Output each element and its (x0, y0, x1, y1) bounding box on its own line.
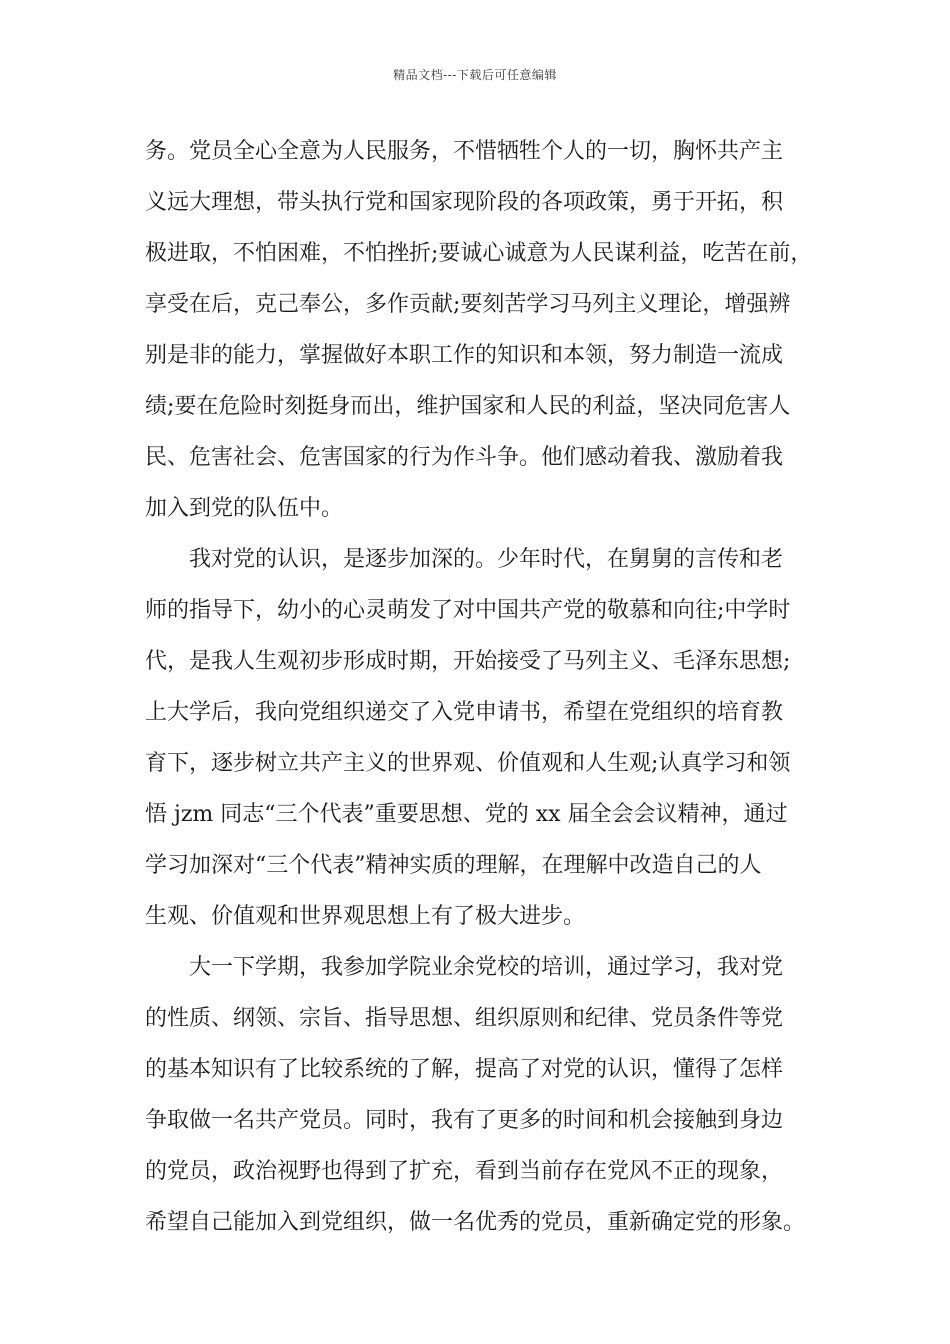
paragraph-line: 别是非的能力，掌握做好本职工作的知识和本领，努力制造一流成 (145, 343, 784, 368)
paragraph-line: 享受在后，克己奉公，多作贡献;要刻苦学习马列主义理论，增强辨 (145, 292, 791, 317)
paragraph-line: 争取做一名共产党员。同时，我有了更多的时间和机会接触到身边 (145, 1108, 784, 1133)
document-body (145, 126, 835, 1248)
paragraph-line: 极进取，不怕困难，不怕挫折;要诚心诚意为人民谋利益，吃苦在前， (145, 241, 813, 266)
paragraph (145, 942, 835, 1248)
paragraph (145, 534, 835, 942)
paragraph-line: 加入到党的队伍中。 (145, 496, 344, 521)
paragraph-line: 希望自己能加入到党组织，做一名优秀的党员，重新确定党的形象。 (145, 1210, 806, 1235)
paragraph-line: 的党员，政治视野也得到了扩充，看到当前存在党风不正的现象， (145, 1159, 784, 1184)
paragraph-line: 代，是我人生观初步形成时期，开始接受了马列主义、毛泽东思想; (145, 649, 791, 674)
paragraph-line: 务。党员全心全意为人民服务，不惜牺牲个人的一切，胸怀共产主 (145, 139, 784, 164)
paragraph-line: 义远大理想，带头执行党和国家现阶段的各项政策，勇于开拓，积 (145, 190, 784, 215)
paragraph-line: 师的指导下，幼小的心灵萌发了对中国共产党的敬慕和向往;中学时 (145, 598, 791, 623)
paragraph (145, 126, 835, 534)
paragraph-line: 上大学后，我向党组织递交了入党申请书，希望在党组织的培育教 (145, 700, 784, 725)
paragraph-line: 生观、价值观和世界观思想上有了极大进步。 (145, 904, 586, 929)
paragraph-line: 育下，逐步树立共产主义的世界观、价值观和人生观;认真学习和领 (145, 751, 791, 776)
paragraph-line: 的基本知识有了比较系统的了解，提高了对党的认识，懂得了怎样 (145, 1057, 784, 1082)
paragraph-line: 绩;要在危险时刻挺身而出，维护国家和人民的利益，坚决同危害人 (145, 394, 791, 419)
paragraph-line: 的性质、纲领、宗旨、指导思想、组织原则和纪律、党员条件等党 (145, 1006, 784, 1031)
page-header: 精品文档---下载后可任意编辑 (393, 68, 557, 82)
paragraph-line: 悟 jzm 同志“三个代表”重要思想、党的 xx 届全会会议精神，通过 (145, 802, 788, 827)
paragraph-line: 大一下学期，我参加学院业余党校的培训，通过学习，我对党 (189, 955, 784, 980)
paragraph-line: 我对党的认识，是逐步加深的。少年时代，在舅舅的言传和老 (189, 547, 784, 572)
paragraph-line: 民、危害社会、危害国家的行为作斗争。他们感动着我、激励着我 (145, 445, 784, 470)
paragraph-line: 学习加深对“三个代表”精神实质的理解，在理解中改造自己的人 (145, 853, 762, 878)
